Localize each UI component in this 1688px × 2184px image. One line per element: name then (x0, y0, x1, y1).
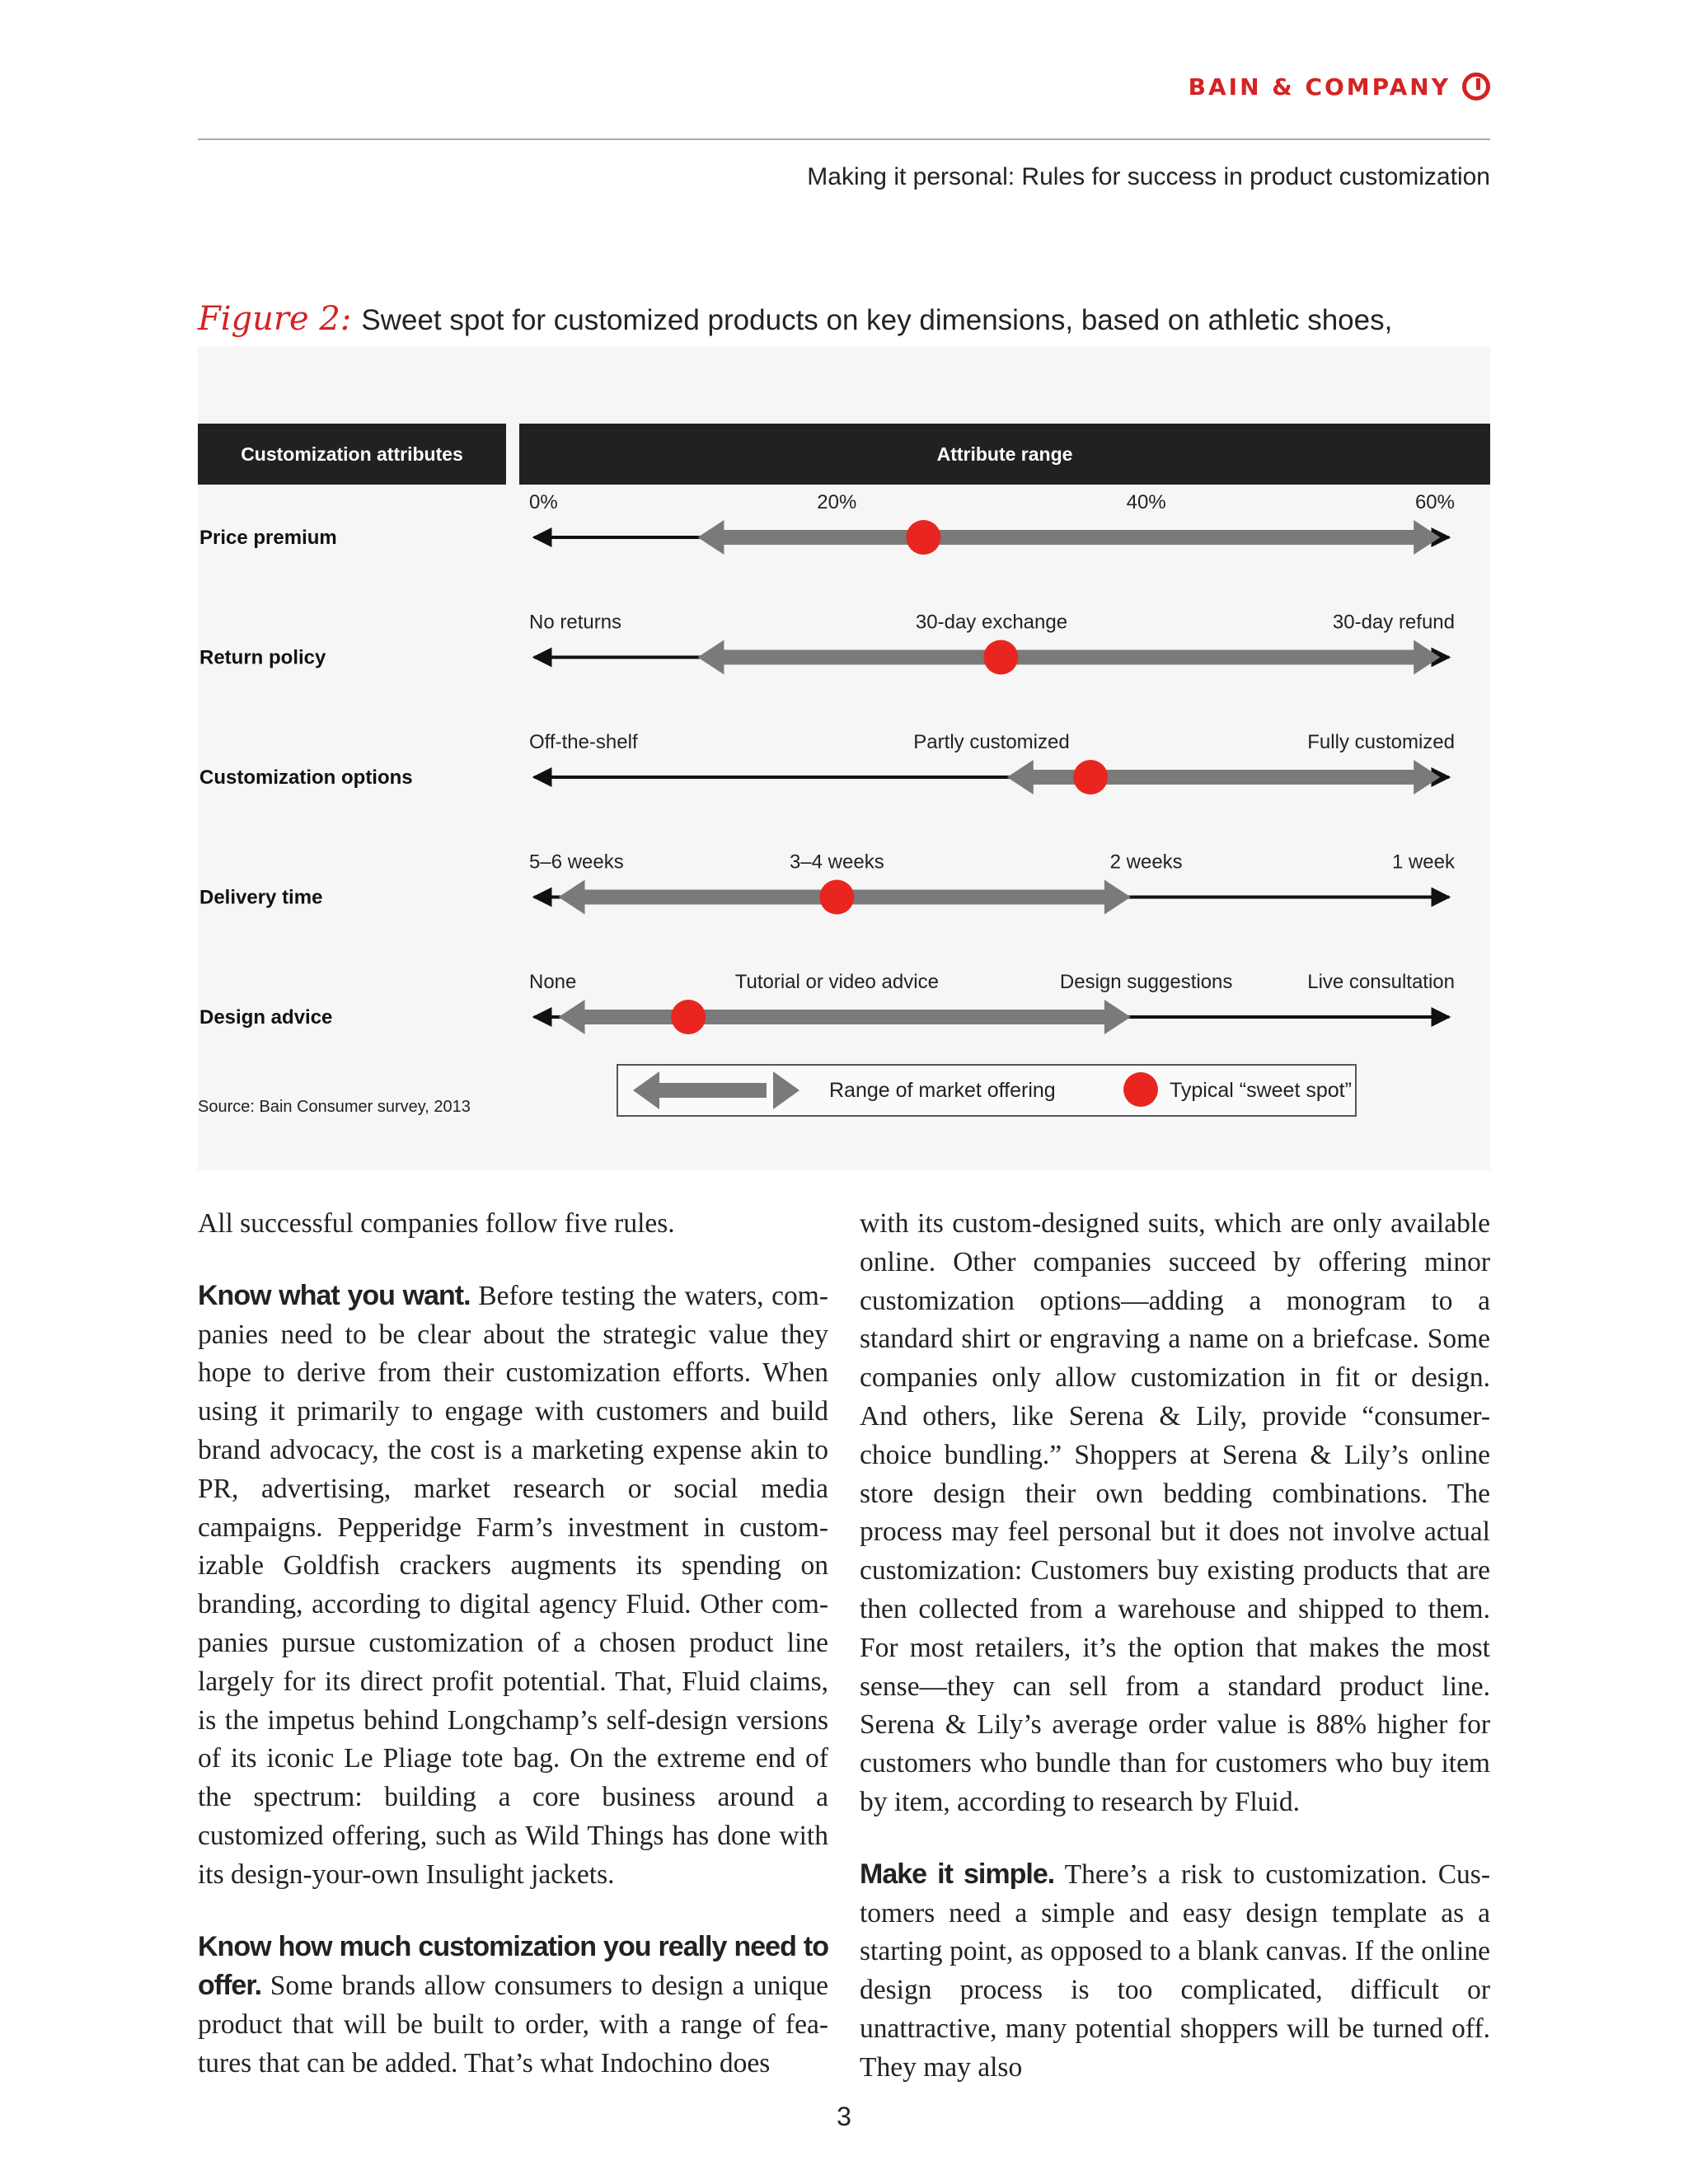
sweet-spot-marker (906, 520, 940, 555)
tick-label: Live consultation (1307, 971, 1455, 993)
sweet-spot-marker (671, 1000, 706, 1034)
document-subtitle: Making it personal: Rules for success in product customization (807, 163, 1490, 190)
paragraph-text: There’s a risk to customization. Customers need a simple and easy design template as a starting point, as opposed to a blank canvas. If the online design process is too complicated, difficult or unattractive, many potential shoppers will be turned off. They may also (860, 1858, 1490, 2083)
tick-label: 60% (1414, 491, 1455, 513)
figure-caption: Sweet spot for customized products on key dimensions, based on athletic shoes, (361, 304, 1393, 336)
paragraph-lead: Know how much customization you really need to offer. (198, 1930, 828, 2002)
tick-label: 1 week (1391, 851, 1455, 874)
column-header-attributes: Customization attributes (198, 424, 506, 485)
tick-label: 2 weeks (1109, 851, 1183, 874)
tick-label: 30-day refund (1332, 611, 1455, 634)
body-paragraph (198, 1277, 828, 1895)
range-arrow (1007, 760, 1440, 794)
paragraph-text: Before testing the waters, companies need to be clear about the strategic value they hope to derive from their customization efforts. When using it primarily to engage with customers and build brand advocacy, the cost is a marketing expense akin to PR, advertising, market research or social media campaigns. Pepperidge Farm’s investment in customizable Goldfish crackers augments its spending on branding, according to digital agency Fluid. Other companies pursue customization of a chosen product line largely for its direct profit potential. That, Fluid claims, is the impetus behind Longchamp’s self-design versions of its iconic Le Pliage tote bag. On the extreme end of the spectrum: building a core business around a customized offering, such as Wild Things has done with its design-your-own Insulight jackets. (198, 1280, 828, 1890)
chart-row (199, 491, 1455, 555)
tick-label: None (529, 971, 577, 993)
row-label: Return policy (199, 646, 326, 669)
body-column-left (198, 1205, 828, 2116)
tick-label: 40% (1126, 491, 1166, 513)
range-arrow (559, 1000, 1131, 1034)
chart-row (199, 612, 1455, 675)
paragraph-text: with its custom-designed suits, which are only available online. Other companies succeed by offering minor customization options—adding a monogram to a standard shirt or engraving a name on a briefcase. Some companies only allow customization in fit or design. And others, like Serena & Lily, provide “consumer-choice bundling.” Shoppers at Serena & Lily’s online store design their own bedding combinations. The process may feel personal but it does not involve actual customization: Customers buy existing products that are then collected from a warehouse and shipped to them. For most retailers, it’s the option that makes the most sense—they can sell from a standard product line. Serena & Lily’s average order value is 88% higher for customers who bundle than for customers who buy item by item, according to research by Fluid. (860, 1208, 1490, 1817)
paragraph-lead: Know what you want. (198, 1279, 471, 1311)
paragraph-text: Some brands allow consumers to design a unique product that will be built to order, with a range of features that can be added. That’s what Indochino does (198, 1971, 828, 2079)
tick-label: Design suggestions (1059, 971, 1233, 993)
row-label: Delivery time (199, 886, 323, 909)
tick-label: 20% (817, 491, 857, 513)
brand-name: BAIN & COMPANY (1188, 73, 1451, 101)
row-label: Customization options (199, 766, 413, 789)
body-paragraph (198, 1205, 828, 1244)
chart-row (199, 851, 1456, 915)
sweet-spot-marker (983, 640, 1018, 675)
tick-label: 0% (529, 491, 558, 513)
chart-row (199, 971, 1455, 1034)
row-label: Price premium (199, 527, 337, 549)
body-column-right (860, 1205, 1490, 2121)
legend-range-label: Range of market offering (829, 1079, 1056, 1102)
tick-label: No returns (529, 611, 622, 634)
range-arrow (697, 520, 1440, 555)
row-label: Design advice (199, 1006, 333, 1029)
tick-label: Fully customized (1307, 731, 1455, 753)
paragraph-lead: Make it simple. (860, 1858, 1055, 1890)
sweet-spot-marker (1073, 760, 1108, 794)
chart-row (199, 731, 1455, 794)
tick-label: 3–4 weeks (789, 851, 884, 874)
body-paragraph (860, 1205, 1490, 1822)
chart-legend (617, 1065, 1356, 1116)
tick-label: Off-the-shelf (529, 731, 638, 753)
tick-label: Tutorial or video advice (734, 971, 939, 993)
column-header-range: Attribute range (519, 424, 1490, 485)
body-paragraph (860, 1855, 1490, 2088)
tick-label: Partly customized (913, 731, 1070, 753)
tick-label: 5–6 weeks (529, 851, 624, 874)
legend-sweet-spot-marker (1123, 1072, 1158, 1107)
range-arrow (697, 640, 1440, 675)
tick-label: 30-day exchange (915, 611, 1068, 634)
figure-source: Source: Bain Consumer survey, 2013 (198, 1098, 471, 1116)
body-paragraph (198, 1928, 828, 2083)
figure-label: Figure 2: (198, 300, 352, 338)
legend-sweet-spot-label: Typical “sweet spot” (1170, 1079, 1352, 1102)
page-number: 3 (837, 2102, 851, 2131)
paragraph-text: All successful companies follow five rules. (198, 1208, 675, 1239)
sweet-spot-marker (819, 880, 854, 915)
